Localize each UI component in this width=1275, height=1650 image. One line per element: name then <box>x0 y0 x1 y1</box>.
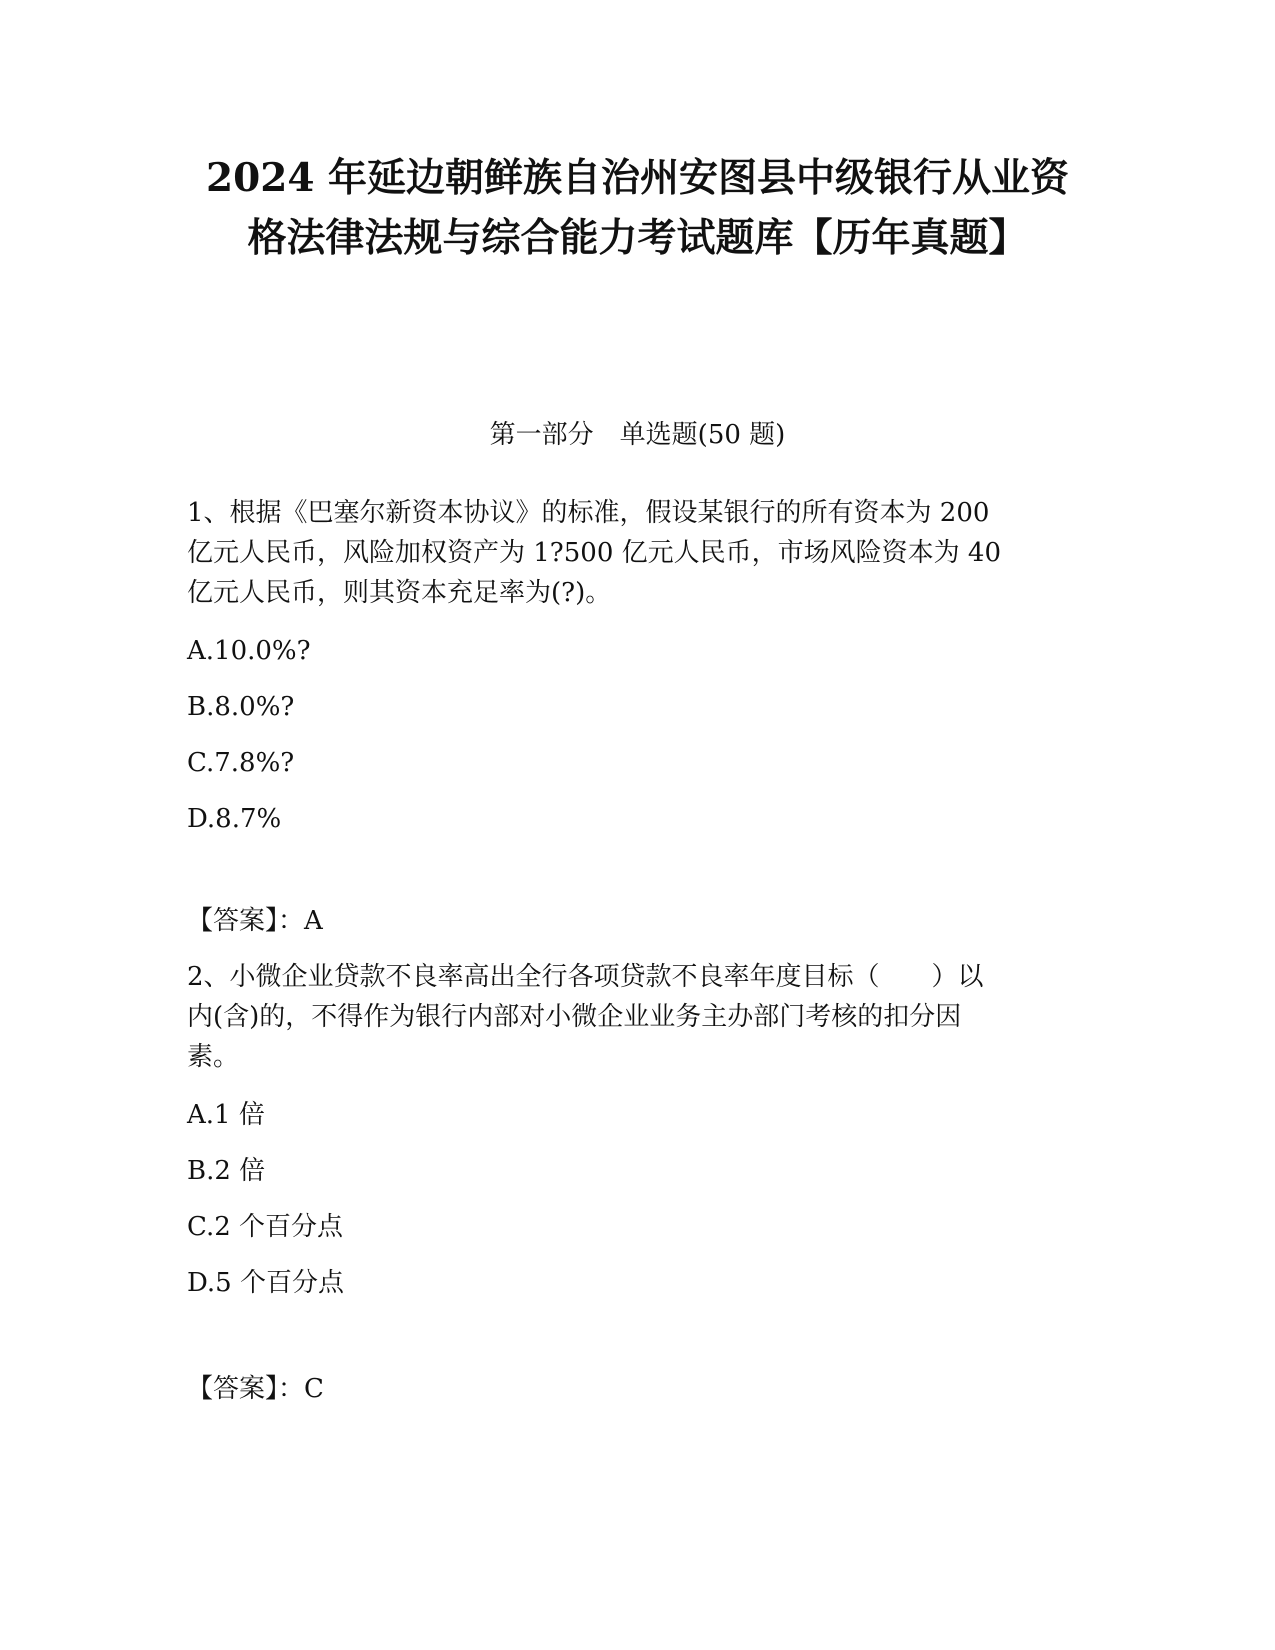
question-1-text-line-1: 1、根据《巴塞尔新资本协议》的标准，假设某银行的所有资本为 200 <box>187 498 990 528</box>
question-1-text-line-2: 亿元人民币，风险加权资产为 1?500 亿元人民币，市场风险资本为 40 <box>187 538 1001 568</box>
question-1-answer: 【答案】：A <box>187 906 323 936</box>
question-2-answer: 【答案】：C <box>187 1374 324 1404</box>
question-2-text-line-3: 素。 <box>187 1042 240 1072</box>
question-2-option-b: B.2 倍 <box>187 1156 266 1186</box>
question-2-option-c: C.2 个百分点 <box>187 1212 344 1242</box>
question-1-option-a: A.10.0%? <box>187 636 311 666</box>
question-2-text-line-1: 2、小微企业贷款不良率高出全行各项贷款不良率年度目标（ ）以 <box>187 962 984 992</box>
question-1-option-b: B.8.0%? <box>187 692 295 722</box>
document-title-line-2: 格法律法规与综合能力考试题库【历年真题】 <box>247 215 1028 261</box>
question-2-text-line-2: 内(含)的，不得作为银行内部对小微企业业务主办部门考核的扣分因 <box>187 1002 962 1032</box>
question-1-option-c: C.7.8%? <box>187 748 295 778</box>
question-2-option-d: D.5 个百分点 <box>187 1268 344 1298</box>
document-title-line-1: 2024 年延边朝鲜族自治州安图县中级银行从业资 <box>205 155 1070 201</box>
question-1-text-line-3: 亿元人民币，则其资本充足率为(?)。 <box>187 578 612 608</box>
question-2-option-a: A.1 倍 <box>187 1100 265 1130</box>
section-heading: 第一部分 单选题(50 题) <box>489 420 786 450</box>
question-1-option-d: D.8.7% <box>187 804 282 834</box>
